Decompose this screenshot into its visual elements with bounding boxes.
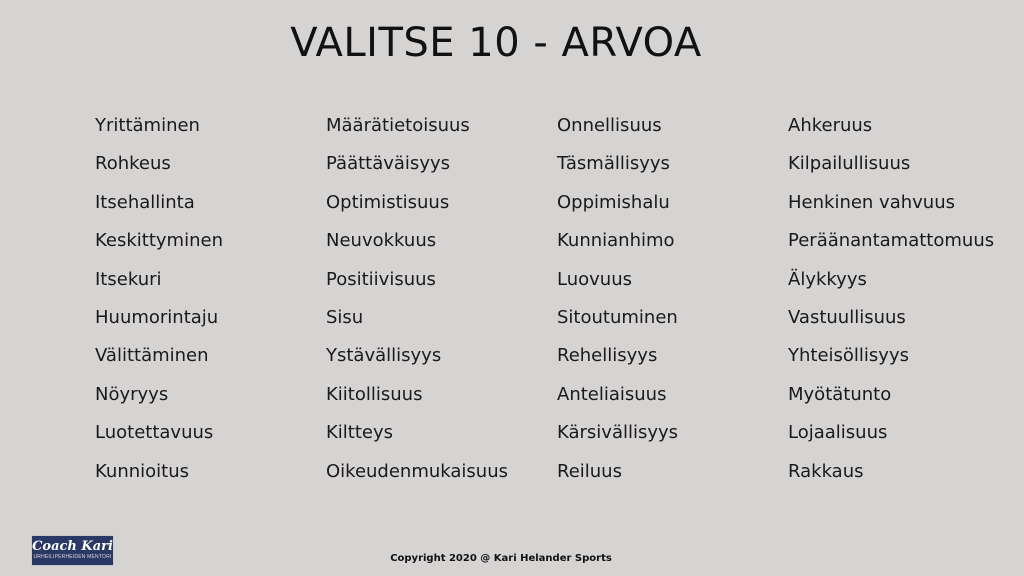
value-item: Sitoutuminen [557,306,678,328]
value-item: Rehellisyys [557,345,658,367]
value-item: Kunnianhimo [557,230,675,252]
values-column-3 [557,112,788,496]
value-item: Vastuullisuus [788,306,906,328]
value-item: Itsekuri [95,268,162,290]
value-item: Yrittäminen [95,115,200,136]
value-item: Peräänantamattomuus [788,230,995,252]
values-column-2 [326,112,557,496]
values-column-4 [788,112,1019,496]
page-title: VALITSE 10 - ARVOA [290,20,702,66]
values-grid [95,112,1019,496]
logo-name: Coach Kari [32,539,113,554]
value-item: Reiluus [557,460,622,482]
values-column-1 [95,112,326,496]
value-item: Sisu [326,306,364,328]
value-item: Anteliaisuus [557,383,667,405]
value-item: Kärsivällisyys [557,422,679,444]
value-item: Kiltteys [326,422,394,444]
value-item: Kiitollisuus [326,383,423,405]
value-item: Oikeudenmukaisuus [326,460,508,482]
value-item: Luovuus [557,268,632,290]
value-item: Täsmällisyys [557,153,670,175]
value-item: Määrätietoisuus [326,115,470,136]
logo-subtitle: URHEILIPERHEIDEN MENTORI [33,554,112,560]
value-item: Nöyryys [95,383,169,405]
value-item: Oppimishalu [557,191,670,213]
value-item: Kunnioitus [95,460,189,482]
value-item: Rakkaus [788,460,864,482]
value-item: Positiivisuus [326,268,436,290]
value-item: Ahkeruus [788,115,873,136]
copyright-text: Copyright 2020 @ Kari Helander Sports [390,553,612,564]
value-item: Yhteisöllisyys [788,345,909,367]
value-item: Päättäväisyys [326,153,450,175]
value-item: Onnellisuus [557,115,662,136]
value-item: Luotettavuus [95,422,214,444]
value-item: Neuvokkuus [326,230,437,252]
value-item: Myötätunto [788,383,892,405]
value-item: Huumorintaju [95,306,219,328]
value-item: Älykkyys [788,268,867,290]
value-item: Ystävällisyys [326,345,442,367]
value-item: Kilpailullisuus [788,153,911,175]
value-item: Välittäminen [95,345,209,367]
value-item: Optimistisuus [326,191,450,213]
value-item: Keskittyminen [95,230,223,252]
value-item: Rohkeus [95,153,171,175]
value-item: Henkinen vahvuus [788,191,955,213]
value-item: Itsehallinta [95,191,195,213]
value-item: Lojaalisuus [788,422,888,444]
